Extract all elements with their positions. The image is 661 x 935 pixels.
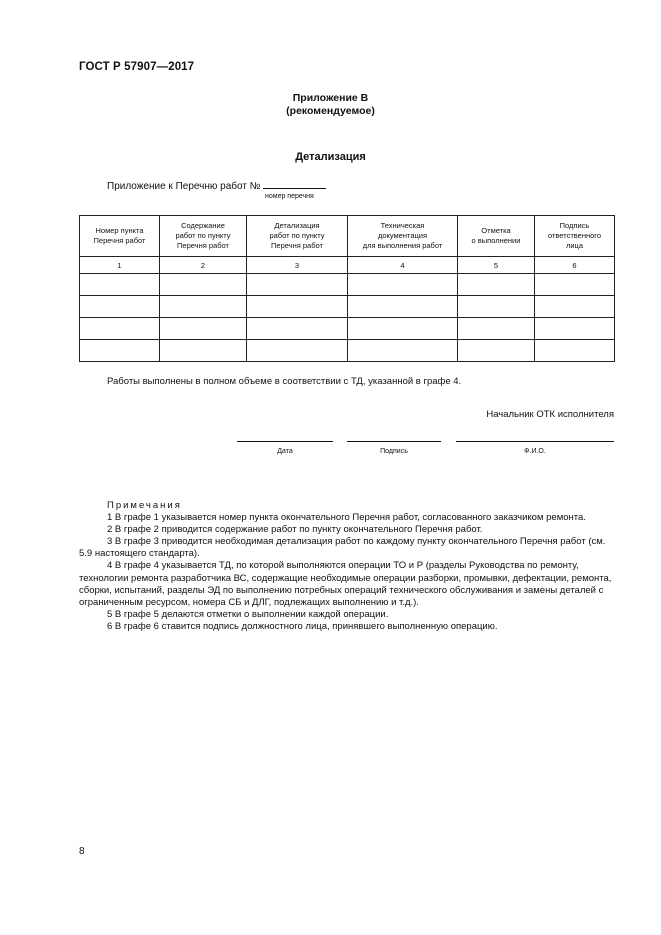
table-cell: [458, 296, 535, 318]
table-cell: [458, 318, 535, 340]
column-number: 6: [535, 257, 615, 274]
table-cell: [247, 274, 348, 296]
table-cell: [535, 318, 615, 340]
notes-block: [79, 500, 614, 633]
table-cell: [80, 340, 160, 362]
table-cell: [247, 340, 348, 362]
notes-heading: Примечания: [107, 500, 182, 511]
column-number: 2: [160, 257, 247, 274]
table-cell: [458, 274, 535, 296]
list-number-blank: [263, 179, 326, 189]
note-item: 2 В графе 2 приводится содержание работ по пункту окончательного Перечня работ.: [107, 524, 483, 536]
note-item: 4 В графе 4 указывается ТД, по которой выполняются операции ТО и Р (разделы Руководства по ремонту, технологии ремонта разработчика ВС, содержащие необходимые операции разборки, промывки, дефектации, ремонта, сборки, испытаний, разделы ЭД по выполнению потребных операций технического обслуживания и замены деталей с ограниченным ресурсом, номера СБ и ДЛГ, подлежащих выполнению и т.д.).: [79, 560, 612, 608]
table-row: [80, 274, 615, 296]
column-header: Подпись ответственного лица: [535, 216, 615, 257]
table-cell: [80, 318, 160, 340]
detail-table: [79, 215, 615, 362]
table-cell: [348, 318, 458, 340]
column-header: Содержание работ по пункту Перечня работ: [160, 216, 247, 257]
column-number: 5: [458, 257, 535, 274]
column-number: 3: [247, 257, 348, 274]
note-item: 1 В графе 1 указывается номер пункта окончательного Перечня работ, согласованного заказчиком ремонта.: [107, 512, 586, 524]
note-item: 3 В графе 3 приводится необходимая детализация работ по каждому пункту окончательного Перечня работ (см. 5.9 настоящего стандарта).: [79, 536, 606, 560]
table-cell: [160, 340, 247, 362]
table-cell: [80, 296, 160, 318]
signature-title: Начальник ОТК исполнителя: [486, 409, 614, 420]
table-cell: [535, 274, 615, 296]
name-line: [456, 441, 614, 442]
table-cell: [160, 296, 247, 318]
note-item: 5 В графе 5 делаются отметки о выполнении каждой операции.: [107, 608, 389, 620]
table-cell: [348, 340, 458, 362]
list-number-caption: номер перечня: [265, 193, 314, 200]
table-cell: [535, 296, 615, 318]
name-caption: Ф.И.О.: [524, 448, 546, 455]
table-row: [80, 340, 615, 362]
signature-caption: Подпись: [380, 448, 408, 455]
table-cell: [160, 318, 247, 340]
table-cell: [458, 340, 535, 362]
column-header: Детализация работ по пункту Перечня работ: [247, 216, 348, 257]
column-header: Номер пункта Перечня работ: [80, 216, 160, 257]
appendix-subtitle: (рекомендуемое): [286, 105, 375, 117]
column-header: Техническая документация для выполнения работ: [348, 216, 458, 257]
table-cell: [247, 318, 348, 340]
date-caption: Дата: [277, 448, 293, 455]
table-cell: [348, 274, 458, 296]
table-cell: [247, 296, 348, 318]
table-row: [80, 318, 615, 340]
table-cell: [535, 340, 615, 362]
table-row: [80, 296, 615, 318]
appendix-title: Приложение В: [292, 92, 369, 104]
completion-statement: Работы выполнены в полном объеме в соответствии с ТД, указанной в графе 4.: [107, 376, 462, 387]
column-header: Отметка о выполнении: [458, 216, 535, 257]
table-header-row: [80, 216, 615, 257]
page-number: 8: [79, 846, 85, 857]
column-number: 4: [348, 257, 458, 274]
note-item: 6 В графе 6 ставится подпись должностного лица, принявшего выполненную операцию.: [107, 620, 498, 632]
column-number: 1: [80, 257, 160, 274]
date-line: [237, 441, 333, 442]
table-cell: [80, 274, 160, 296]
list-reference-line: [107, 179, 326, 192]
column-number-row: [80, 257, 615, 274]
table-cell: [160, 274, 247, 296]
list-reference-label: Приложение к Перечню работ №: [107, 181, 261, 192]
signature-line: [347, 441, 441, 442]
section-title: Детализация: [295, 151, 366, 163]
table-cell: [348, 296, 458, 318]
document-header-standard: ГОСТ Р 57907—2017: [79, 61, 195, 73]
